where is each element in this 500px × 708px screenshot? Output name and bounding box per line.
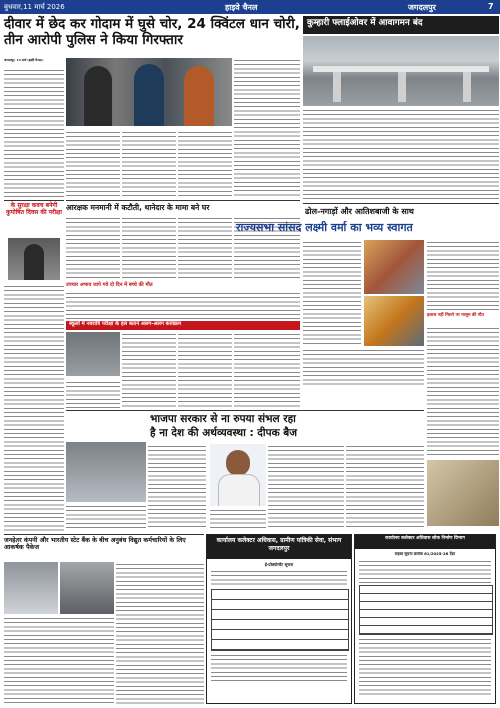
school-photo xyxy=(66,332,120,376)
jhinchar-photo-1 xyxy=(4,562,58,614)
tender-left-intro xyxy=(211,569,347,587)
main-story-col-1 xyxy=(4,68,64,198)
sidebar-story xyxy=(4,284,64,534)
school-col-1 xyxy=(66,380,120,408)
tender-right-notes xyxy=(359,637,491,697)
debt-col-4 xyxy=(268,444,344,530)
welcome-photo-2 xyxy=(364,296,424,346)
welcome-headline-2: राज्यसभा सांसद लक्ष्मी वर्मा का भव्य स्वागत xyxy=(236,221,413,234)
red-strip-story-1 xyxy=(66,291,300,319)
main-story-col-4 xyxy=(234,58,300,198)
red-strip-headline-2: इलाज नहीं मिलने पर मासूम की मौत xyxy=(427,313,484,318)
tender-right-table xyxy=(359,585,493,635)
tender-left-subtitle: ई-प्रोक्योरमेंट सूचना xyxy=(264,562,294,567)
debt-photo-group xyxy=(66,442,146,502)
police-col-1 xyxy=(66,216,120,280)
debt-col-2 xyxy=(148,444,206,530)
school-headline: स्कूलों में नवरात्रि परीक्षा के हल बताने अलग-अलग कार्यक्रम xyxy=(66,321,300,330)
tender-left-table xyxy=(211,589,349,651)
jhinchar-photo-2 xyxy=(60,562,114,614)
arrested-persons-photo xyxy=(66,58,232,126)
jhinchar-col-1 xyxy=(4,616,114,704)
issue-date: बुधवार,11 मार्च 2026 xyxy=(4,3,65,11)
masthead-bar xyxy=(0,0,500,14)
main-story-byline: जगदलपुर, 10 मार्च (हाईवे चैनल)। xyxy=(4,58,44,62)
tender-right-subtitle: सहस्त्र सूचना क्रमांक 61/2025-26 टेंडर xyxy=(394,551,456,556)
flyover-headline: कुम्हारी फ्लाईओवर में आवागमन बंद xyxy=(303,16,499,34)
tender-left-notes xyxy=(211,653,347,683)
welcome-col-3b xyxy=(427,326,499,456)
debt-col-3 xyxy=(210,508,266,530)
main-headline: दीवार में छेद कर गोदाम में घुसे चोर, 24 क्विंटल धान चोरी, तीन आरोपी पुलिस ने किया गिरफ्तार xyxy=(4,16,300,48)
school-col-3 xyxy=(178,332,232,408)
school-col-2 xyxy=(122,332,176,408)
debt-col-5 xyxy=(346,444,424,530)
main-story-col-2 xyxy=(66,130,120,198)
debt-headline-2: है ना देश की अर्थव्यवस्था : दीपक बैज xyxy=(150,427,298,439)
police-col-2 xyxy=(122,216,176,280)
flyover-photo xyxy=(303,36,499,106)
school-col-4 xyxy=(234,332,300,408)
welcome-col-bottom xyxy=(303,348,424,388)
welcome-col-1 xyxy=(303,240,361,346)
city-name: जगदलपुर xyxy=(408,3,436,12)
jhinchar-headline: जनहेतर कंपनी और भारतीय स्टेट बैंक के बीच अनुबंध विद्युत कर्मचारियों के लिए आकर्षक पैकेज xyxy=(4,537,186,552)
welcome-col-3 xyxy=(427,240,499,312)
tender-notice-right xyxy=(354,534,496,704)
page-number: 7 xyxy=(488,2,494,11)
main-story-col-3b xyxy=(178,130,232,198)
welcome-headline-1: ढोल-नगाड़ों और आतिशबाजी के साथ xyxy=(305,207,414,216)
red-strip-headline-1: उपचार अभाव जापे गये दो दिन में बच्चे की मौत xyxy=(66,282,153,288)
welcome-photo-1 xyxy=(364,240,424,294)
flyover-story xyxy=(303,108,499,200)
police-col-3 xyxy=(178,216,232,280)
jhinchar-col-2 xyxy=(116,562,204,704)
debt-headline-1: भाजपा सरकार से ना रुपया संभल रहा xyxy=(150,413,296,425)
sidebar-headline: के सुरक्षा कवच बनेगी कुपोषित दिवस की परीक्षा xyxy=(6,202,62,216)
tender-right-title: कार्यालय कलेक्टर अधिवास लोक निर्माण विभाग xyxy=(355,535,495,549)
tender-right-intro xyxy=(359,559,491,583)
police-headline: आरक्षक मनमानी में कटौती, थानेदार के मामा बने घर xyxy=(66,203,210,212)
right-lower-photo xyxy=(427,460,499,526)
main-story-col-3 xyxy=(122,130,176,198)
debt-col-1 xyxy=(66,504,146,530)
paper-name: हाइवे चैनल xyxy=(225,3,258,12)
deepak-baij-photo xyxy=(210,444,266,506)
tender-left-title: कार्यालय कलेक्टर अधिवास, ग्रामीण यांत्रिकी सेवा, संभाग जगदलपुर xyxy=(207,535,351,559)
tender-notice-left xyxy=(206,534,352,704)
sidebar-photo xyxy=(8,238,60,280)
